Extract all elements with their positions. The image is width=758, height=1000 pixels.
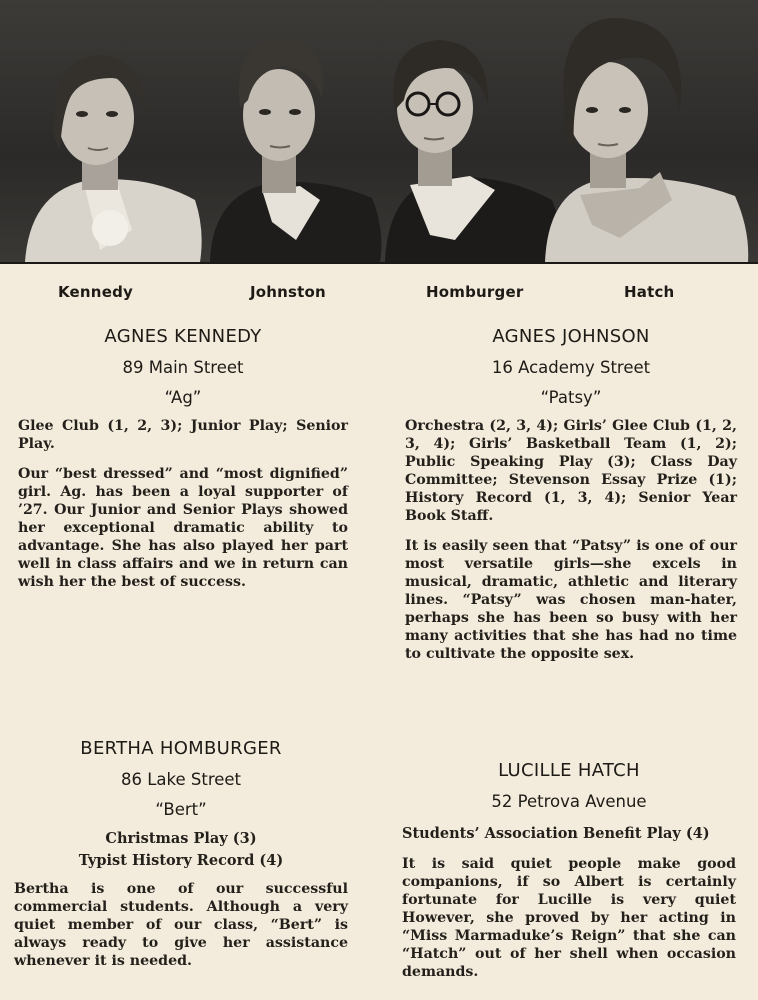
- entry-lucille-hatch: [402, 760, 736, 981]
- student-address: 86 Lake Street: [120, 770, 242, 789]
- activity-line: Christmas Play (3): [105, 830, 257, 847]
- student-address: 16 Academy Street: [491, 358, 651, 377]
- entry-bertha-homburger: [14, 738, 348, 970]
- student-activities: Orchestra (2, 3, 4); Girls’ Glee Club (1, 2, 3, 4); Girls’ Basketball Team (1, 2); Public Speaking Play (3); Class Day Committee; Stevenson Essay Prize (1); History Record (1, 3, 4); Senior Year Book Staff.: [405, 418, 737, 524]
- student-name: AGNES KENNEDY: [104, 326, 262, 347]
- student-activities: [14, 828, 348, 872]
- student-address: 52 Petrova Avenue: [491, 792, 647, 811]
- student-name: AGNES JOHNSON: [492, 326, 650, 347]
- portrait-hatch: [545, 18, 748, 262]
- activity-line: Typist History Record (4): [78, 852, 284, 869]
- student-name: LUCILLE HATCH: [498, 760, 640, 781]
- student-bio: It is easily seen that “Patsy” is one of our most versatile girls—she excels in musical, dramatic, athletic and literary lines. “Patsy” was chosen man-hater, perhaps she has been so busy with her many activities that she has had no time to cultivate the opposite sex.: [405, 538, 737, 662]
- student-nickname: “Patsy”: [540, 388, 602, 407]
- student-bio: It is said quiet people make good companions, if so Albert is certainly fortunate for Lucille is very quiet However, she proved by her acting in “Miss Marmaduke’s Reign” that she can “Hatch” out of her shell when occasion demands.: [402, 856, 736, 980]
- portrait-kennedy: [25, 55, 202, 262]
- group-photo: [0, 0, 758, 264]
- student-address: 89 Main Street: [122, 358, 244, 377]
- student-name: BERTHA HOMBURGER: [80, 738, 282, 759]
- caption-kennedy: Kennedy: [58, 283, 133, 301]
- student-activities: Glee Club (1, 2, 3); Junior Play; Senior Play.: [18, 418, 348, 452]
- portrait-johnston: [210, 38, 381, 262]
- caption-hatch: Hatch: [624, 283, 675, 301]
- student-bio: Bertha is one of our successful commercial students. Although a very quiet member of our class, “Bert” is always ready to give her assistance whenever it is needed.: [14, 881, 348, 969]
- entry-agnes-kennedy: [18, 326, 348, 591]
- student-activities: Students’ Association Benefit Play (4): [402, 825, 710, 842]
- entry-agnes-johnson: [405, 326, 737, 663]
- student-nickname: “Bert”: [155, 800, 207, 819]
- caption-johnston: Johnston: [250, 283, 326, 301]
- student-nickname: “Ag”: [164, 388, 202, 407]
- student-bio: Our “best dressed” and “most dignified” girl. Ag. has been a loyal supporter of ’27. Our Junior and Senior Plays showed her exceptional dramatic ability to advantage. She has also played her part well in class affairs and we in return can wish her the best of success.: [18, 466, 348, 590]
- caption-homburger: Homburger: [426, 283, 524, 301]
- portrait-homburger: [385, 40, 561, 262]
